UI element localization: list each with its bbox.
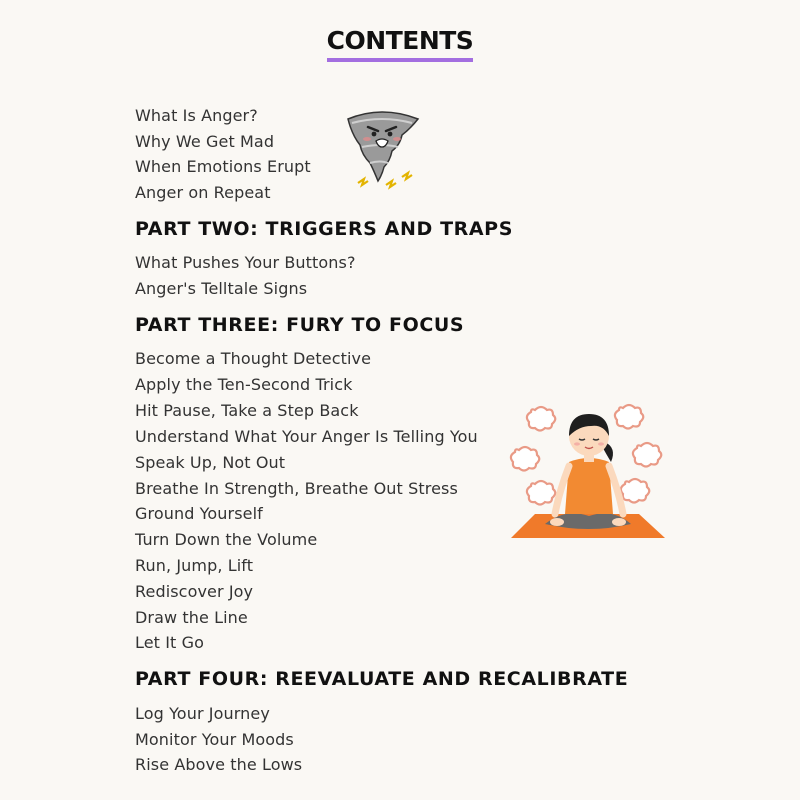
toc-item[interactable]: Understand What Your Anger Is Telling You (135, 427, 478, 446)
toc-item[interactable]: Breathe In Strength, Breathe Out Stress (135, 479, 458, 498)
contents-title-wrap (0, 26, 800, 62)
section-heading-part-three: PART THREE: FURY TO FOCUS (135, 314, 465, 336)
toc-item[interactable]: Become a Thought Detective (135, 349, 372, 368)
toc-item[interactable]: What Is Anger? (135, 106, 258, 125)
toc-item[interactable]: Log Your Journey (135, 704, 270, 723)
toc-item[interactable]: Anger on Repeat (135, 183, 271, 202)
toc-item[interactable]: Run, Jump, Lift (135, 556, 254, 575)
toc-item[interactable]: Speak Up, Not Out (135, 453, 286, 472)
toc-item[interactable]: When Emotions Erupt (135, 157, 311, 176)
toc-item[interactable]: Monitor Your Moods (135, 730, 294, 749)
toc-item[interactable]: Hit Pause, Take a Step Back (135, 401, 359, 420)
toc-item[interactable]: Ground Yourself (135, 504, 263, 523)
toc-item[interactable]: Turn Down the Volume (135, 530, 318, 549)
toc-item[interactable]: Why We Get Mad (135, 132, 275, 151)
toc-item[interactable]: Rise Above the Lows (135, 755, 303, 774)
toc-item[interactable]: What Pushes Your Buttons? (135, 253, 356, 272)
toc-item[interactable]: Apply the Ten-Second Trick (135, 375, 353, 394)
angry-tornado-icon (340, 105, 425, 195)
toc-item[interactable]: Draw the Line (135, 608, 248, 627)
page-title: CONTENTS (327, 26, 474, 62)
toc-item[interactable]: Anger's Telltale Signs (135, 279, 308, 298)
toc-item[interactable]: Let It Go (135, 633, 205, 652)
toc-item[interactable]: Rediscover Joy (135, 582, 254, 601)
section-heading-part-four: PART FOUR: REEVALUATE AND RECALIBRATE (135, 668, 629, 690)
meditating-girl-icon (505, 402, 670, 542)
section-heading-part-two: PART TWO: TRIGGERS AND TRAPS (135, 218, 513, 240)
